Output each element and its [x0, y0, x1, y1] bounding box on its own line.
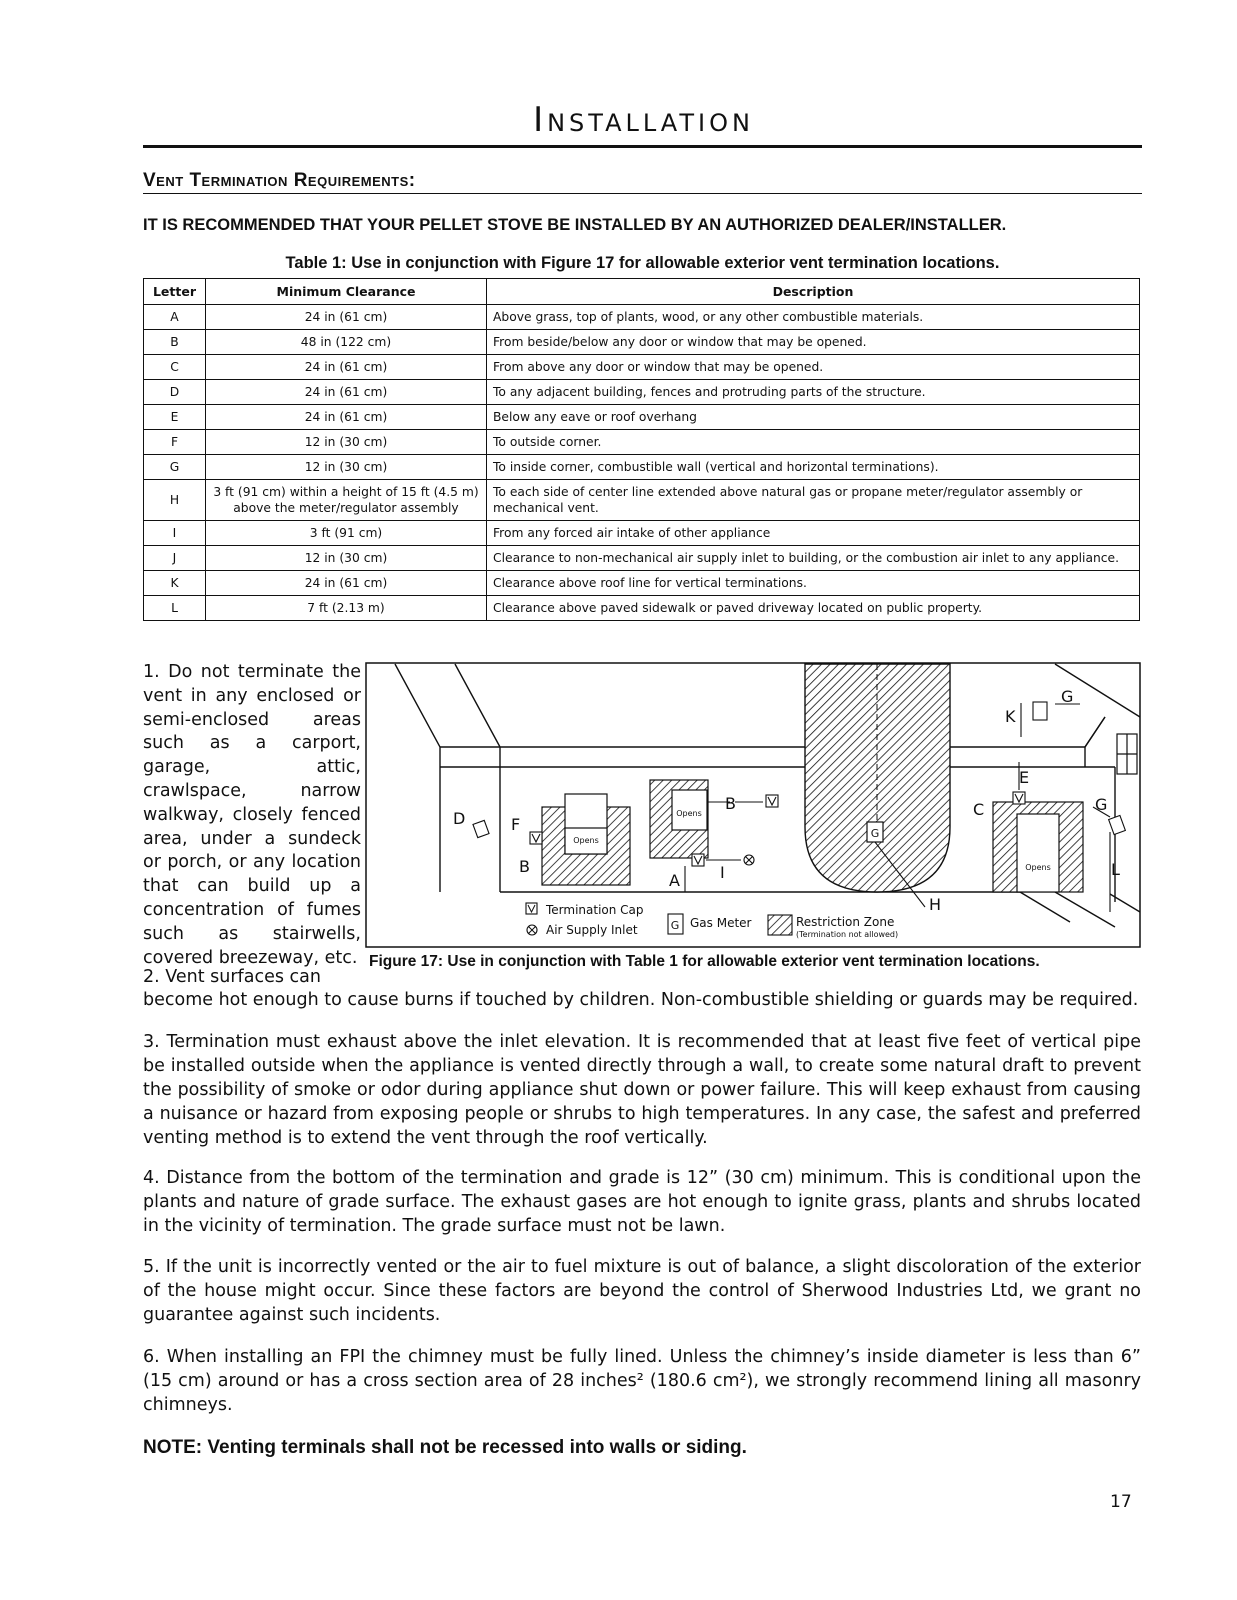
label-l: L: [1111, 860, 1120, 879]
cell-letter: K: [144, 571, 206, 596]
paragraph-1: 1. Do not terminate the vent in any enclosed or semi-enclosed areas such as a carport, garage, attic, crawlspace, narrow walkway, closely fenced area, under a sundeck or porch, or any location that can build up a concentration of fumes such as stairwells, covered breezeway, etc.: [143, 662, 361, 968]
legend-restriction-note: (Termination not allowed): [796, 930, 899, 939]
page-number: 17: [1110, 1492, 1132, 1512]
legend-gas-meter-symbol: G: [670, 919, 680, 932]
paragraph-5: 5. If the unit is incorrectly vented or the air to fuel mixture is out of balance, a slight discoloration of the exterior of the house might occur. Since these factors are beyond the control of Sherwood Industries Ltd, we grant no guarantee against such incidents.: [143, 1257, 1141, 1325]
recommendation-text: IT IS RECOMMENDED THAT YOUR PELLET STOVE BE INSTALLED BY AN AUTHORIZED DEALER/INSTALLER.: [143, 216, 1007, 234]
cell-letter: L: [144, 596, 206, 621]
cell-description: From above any door or window that may be opened.: [487, 355, 1140, 380]
header-letter: Letter: [144, 279, 206, 305]
cell-clearance: 48 in (122 cm): [206, 330, 487, 355]
table-row: [144, 596, 1140, 621]
cell-clearance: 12 in (30 cm): [206, 430, 487, 455]
label-b-center: B: [725, 794, 736, 813]
cell-letter: A: [144, 305, 206, 330]
note-text: NOTE: Venting terminals shall not be recessed into walls or siding.: [143, 1437, 747, 1458]
header-description: Description: [487, 279, 1140, 305]
paragraph-2-start: 2. Vent surfaces can: [143, 967, 321, 987]
label-b-left: B: [519, 857, 530, 876]
figure-caption: Figure 17: Use in conjunction with Table 1 for allowable exterior vent termination locations.: [369, 953, 1040, 970]
cell-description: From beside/below any door or window that may be opened.: [487, 330, 1140, 355]
table-row: [144, 455, 1140, 480]
table-caption: Table 1: Use in conjunction with Figure 17 for allowable exterior vent termination locations.: [285, 254, 1000, 272]
cell-clearance: 7 ft (2.13 m): [206, 596, 487, 621]
cell-clearance: 12 in (30 cm): [206, 455, 487, 480]
label-h: H: [929, 895, 942, 914]
header-minimum-clearance: Minimum Clearance: [206, 279, 487, 305]
cell-letter: C: [144, 355, 206, 380]
cell-description: To any adjacent building, fences and protruding parts of the structure.: [487, 380, 1140, 405]
table-row: [144, 480, 1140, 521]
table-row: [144, 521, 1140, 546]
cell-letter: D: [144, 380, 206, 405]
door-right: [1017, 814, 1059, 892]
clearance-table: [143, 278, 1140, 621]
cell-letter: E: [144, 405, 206, 430]
cell-clearance: 24 in (61 cm): [206, 571, 487, 596]
cell-clearance: 24 in (61 cm): [206, 355, 487, 380]
table-row: [144, 405, 1140, 430]
table-row: [144, 430, 1140, 455]
table-row: [144, 380, 1140, 405]
label-i: I: [720, 863, 725, 882]
cell-description: Clearance above paved sidewalk or paved driveway located on public property.: [487, 596, 1140, 621]
cell-letter: H: [144, 480, 206, 521]
opens-label-left: Opens: [573, 836, 599, 845]
table-row: [144, 330, 1140, 355]
label-g-top: G: [1061, 687, 1074, 706]
section-divider: [143, 193, 1142, 194]
table-row: [144, 355, 1140, 380]
paragraph-6: 6. When installing an FPI the chimney must be fully lined. Unless the chimney’s inside diameter is less than 6” (15 cm) around or has a cross section area of 28 inches² (180.6 cm²), we strongly recommend lining all masonry chimneys.: [143, 1347, 1141, 1415]
table-header-row: [144, 279, 1140, 305]
cell-clearance: 3 ft (91 cm) within a height of 15 ft (4.5 m) above the meter/regulator assembly: [206, 480, 487, 521]
section-title: Vent Termination Requirements:: [143, 170, 416, 191]
cell-description: Clearance above roof line for vertical terminations.: [487, 571, 1140, 596]
legend-air-supply-inlet: Air Supply Inlet: [546, 923, 638, 937]
cell-clearance: 3 ft (91 cm): [206, 521, 487, 546]
label-k: K: [1005, 707, 1016, 726]
cell-letter: I: [144, 521, 206, 546]
opens-label-center: Opens: [676, 809, 702, 818]
cell-description: From any forced air intake of other appliance: [487, 521, 1140, 546]
paragraph-3: 3. Termination must exhaust above the inlet elevation. It is recommended that at least five feet of vertical pipe be installed outside when the appliance is vented directly through a wall, to create some natural draft to prevent the possibility of smoke or odor during appliance shut down or power failure. This will keep exhaust from causing a nuisance or hazard from exposing people or shrubs to high temperatures. In any case, the safest and preferred venting method is to extend the vent through the roof vertically.: [143, 1032, 1141, 1148]
table-row: [144, 571, 1140, 596]
label-c: C: [973, 800, 985, 819]
label-e: E: [1019, 768, 1030, 787]
legend-restriction-zone: Restriction Zone: [796, 915, 895, 929]
paragraph-4: 4. Distance from the bottom of the termination and grade is 12” (30 cm) minimum. This is conditional upon the plants and nature of grade surface. The exhaust gases are hot enough to ignite grass, plants and shrubs located in the vicinity of termination. The grade surface must not be lawn.: [143, 1168, 1141, 1236]
vent-termination-figure: [365, 662, 1141, 948]
title-divider: [143, 145, 1142, 148]
opens-label-door: Opens: [1025, 863, 1051, 872]
cell-letter: G: [144, 455, 206, 480]
cell-clearance: 24 in (61 cm): [206, 405, 487, 430]
cell-clearance: 24 in (61 cm): [206, 305, 487, 330]
cell-letter: B: [144, 330, 206, 355]
cell-clearance: 12 in (30 cm): [206, 546, 487, 571]
cell-letter: J: [144, 546, 206, 571]
cell-description: Above grass, top of plants, wood, or any other combustible materials.: [487, 305, 1140, 330]
paragraph-2-continued: become hot enough to cause burns if touched by children. Non-combustible shielding or guards may be required.: [143, 990, 1139, 1010]
legend-termination-cap: Termination Cap: [546, 903, 644, 917]
gas-meter-g: G: [870, 827, 880, 840]
page-title: Installation: [533, 100, 754, 140]
label-a: A: [669, 871, 680, 890]
cell-clearance: 24 in (61 cm): [206, 380, 487, 405]
cell-description: Below any eave or roof overhang: [487, 405, 1140, 430]
legend-gas-meter: Gas Meter: [690, 916, 752, 930]
cell-description: To inside corner, combustible wall (vertical and horizontal terminations).: [487, 455, 1140, 480]
cell-description: To outside corner.: [487, 430, 1140, 455]
table-row: [144, 546, 1140, 571]
cell-description: To each side of center line extended above natural gas or propane meter/regulator assembly or mechanical vent.: [487, 480, 1140, 521]
label-g-right: G: [1095, 795, 1108, 814]
cell-description: Clearance to non-mechanical air supply inlet to building, or the combustion air inlet to any appliance.: [487, 546, 1140, 571]
label-f: F: [511, 815, 521, 834]
label-d: D: [453, 809, 466, 828]
table-row: [144, 305, 1140, 330]
cell-letter: F: [144, 430, 206, 455]
